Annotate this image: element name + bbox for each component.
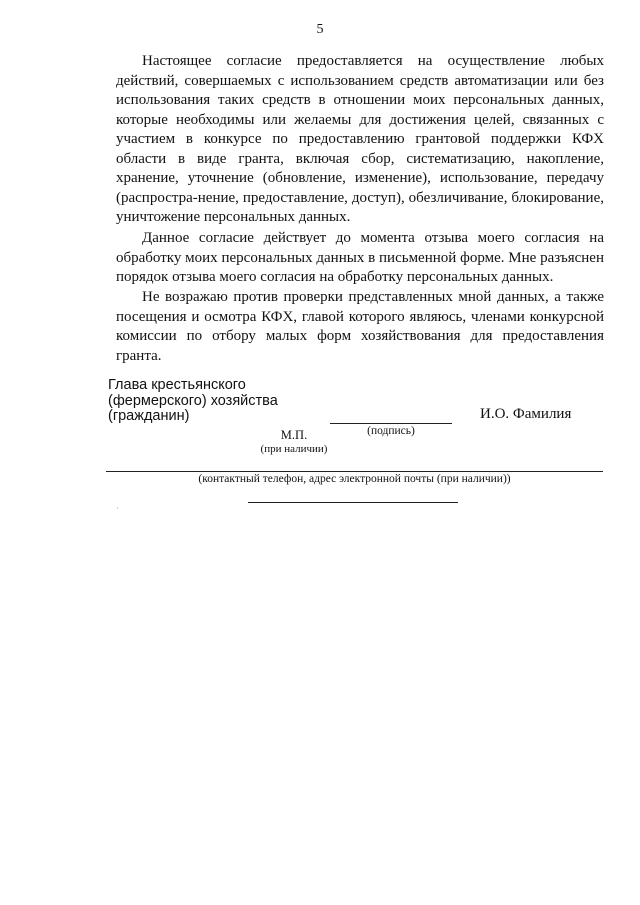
signer-title xyxy=(108,378,278,425)
signature-line xyxy=(330,423,452,424)
contact-line xyxy=(106,471,603,472)
signature-caption: (подпись) xyxy=(367,425,415,437)
name-placeholder: И.О. Фамилия xyxy=(480,406,572,422)
signer-title-line: (гражданин) xyxy=(108,408,190,424)
contact-caption: (контактный телефон, адрес электронной почты (при наличии)) xyxy=(198,473,511,485)
page-number: 5 xyxy=(316,22,324,37)
consent-paragraph-inspection: Не возражаю против проверки представленных мной данных, а также посещения и осмотра КФХ, главой которого являюсь, членами конкурсной комиссии по отбору малых форм хозяйствования для предоставления гранта. xyxy=(116,289,604,364)
bottom-rule xyxy=(248,502,458,503)
signer-title-line: (фермерского) хозяйства xyxy=(108,392,278,409)
stamp-caption: (при наличии) xyxy=(260,443,328,455)
consent-paragraph-validity: Данное согласие действует до момента отзыва моего согласия на обработку моих персональных данных в письменной форме. Мне разъяснен порядок отзыва моего согласия на обработку персональных данных. xyxy=(116,230,604,285)
scan-speck: · xyxy=(116,504,119,513)
stamp-label: М.П. xyxy=(280,428,308,442)
signer-title-line: Глава крестьянского xyxy=(108,377,246,393)
consent-paragraph-scope: Настоящее согласие предоставляется на осуществление любых действий, совершаемых с использованием средств автоматизации или без использования таких средств в отношении моих персональных данных, которые необходимы или желаемы для достижения целей, связанных с участием в конкурсе по предоставлению грантовой поддержки КФХ области в виде гранта, включая сбор, систематизацию, накопление, хранение, уточнение (обновление, изменение), использование, передачу (распростра-нение, предоставление, доступ), обезличивание, блокирование, уничтожение персональных данных. xyxy=(116,53,604,225)
